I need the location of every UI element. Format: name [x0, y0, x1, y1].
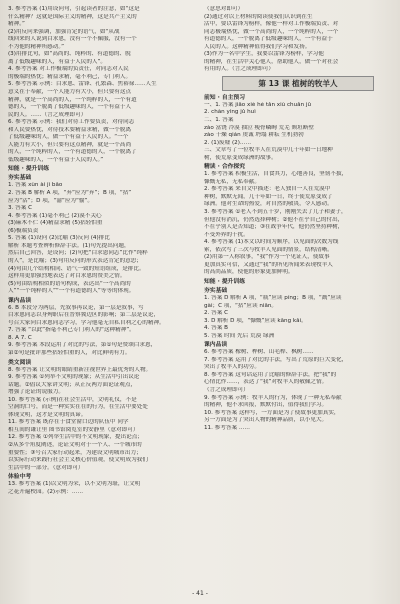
text-line: 9. 参考答案 本段运用了对比的写法，第①句是赞颂白求恩，	[8, 342, 157, 349]
text-line: 空洞的口号，而是一种实实在在的行为，在生活中要处处	[8, 404, 148, 411]
text-line: (5)句由结构相似的语句构成，表达出“一个高尚的	[8, 280, 131, 287]
text-line: 11. 参考答案 ……	[204, 424, 251, 431]
text-line: 精神，就是一个高尚的人，一个纯粹的人，一个有道	[8, 96, 137, 103]
text-line: (2)通过对以上材料的阅读使我们认识到在生	[204, 13, 313, 20]
text-line: (3)用排比句，如“高尚的、纯粹的、有道德的、脱	[8, 51, 131, 58]
text-line: 的极端的热忱；精益求精，毫不利己，专门利人。	[8, 73, 132, 80]
text-line: 离了低级趣味的人，有益于人民的人”。	[8, 58, 106, 65]
text-line: gài；C 项，“拈”应读 niān。	[204, 302, 278, 309]
text-line: (6)极端负责	[8, 227, 39, 234]
text-line: 解析 本题考查辨析修辞手法。(1)句先提出问题，	[8, 242, 130, 249]
text-line: 之花开遍校园。(2)示例：……	[8, 488, 84, 495]
text-line: 3. D 解析 D 项，“慷慨”应读 kāng kǎi。	[204, 317, 307, 324]
text-line: 5. 答案 (1)设问 (2)比喻 (3)反问 (4)排比	[8, 235, 110, 242]
text-line: 人能力有大小，但只要有这点精神，就是一个高尚	[8, 141, 132, 148]
text-line: 4. 参考答案 对工作极端的负责任，对同志对人民	[8, 66, 129, 73]
text-line: 重要性；③号召大家行动起来，为建设文明城市出力；	[8, 449, 142, 456]
text-line: 2. 答案 C	[204, 310, 228, 317]
text-line: 的人”，是比喻；(3)句用反问的形式表达肯定的意思；	[8, 257, 142, 264]
section-heading: 夯实基础	[8, 175, 32, 182]
text-line: 7. 参考答案 运用了对比的手法，写出了荒原的巨大变化，	[204, 356, 348, 363]
text-line: 低级趣味的人，一个有益于人民的人。”	[8, 156, 104, 163]
text-line: ②从多个角度阐述，论证文明对于一个人、一个城市的	[8, 441, 142, 448]
text-line: 8. A 7. C	[8, 334, 32, 341]
text-line: 4. 参考答案 (1)毫不利己 (2)漠不关心	[8, 212, 102, 219]
text-line: 13. 参考答案 (1)以文明为荣，以不文明为耻，让文明	[8, 481, 141, 488]
text-line: 增强了论证的说服力。	[8, 389, 64, 396]
text-line: 民的人。……（言之成理即可）	[8, 111, 87, 118]
text-line: 另一方面是为了突出人物的精神品质，以小见大。	[204, 417, 328, 424]
text-line: 以实际行动来践行社会主义核心价值观，使文明成为我们	[8, 457, 148, 464]
text-line: 6. B 本段分为两层，先叙事再议论，第一层是叙事，写	[8, 304, 144, 311]
text-line: 10. 参考答案 (示例)在社会生活中，文明礼仪，不是	[8, 396, 137, 403]
text-line: 应为“沾”；D 项，“渝”应为“愉”。	[8, 197, 94, 204]
text-line: 绿洲。他对生命的热爱，对自然的敬畏，令人感动。	[204, 201, 333, 208]
text-line: 2. chàn yíng jǔ huì	[204, 109, 256, 116]
section-heading: 类文阅读	[8, 359, 32, 366]
text-line: 2. (1)废墟 (2)……	[204, 139, 252, 146]
text-line: 2. 参考答案 来自文中描述：老人独自一人在荒漠中	[204, 186, 331, 193]
text-line: 的精神，在生活中关心他人，帮助他人，做一个对社会	[204, 58, 339, 65]
text-line: 4. 答案 B	[204, 325, 228, 332]
text-line: 号召大家向白求恩同志学习，学习他毫无自私自利之心的精神。	[8, 319, 165, 326]
section-heading: 体验中考	[8, 474, 32, 481]
text-line: (3)麻木不仁 (4)精益求精 (5)拈轻怕重	[8, 220, 103, 227]
text-line: (3)作为一名中学生，我要以雷锋为榜样，学习他	[204, 51, 324, 58]
text-line: 不受外界的干扰。	[204, 231, 249, 238]
text-line: 的人，一个纯粹的人，一个有道德的人，一个脱离了	[8, 149, 137, 156]
text-line: 3. 参考答案 (1)用设问句，引起读者的注意，如“这是	[8, 6, 140, 12]
text-line: 有用的人。（言之成理即可）	[204, 66, 274, 73]
text-line: 5. 答案 时间 先后 荒漠 绿洲	[204, 332, 275, 339]
text-line: 但他没有消沉，仍然选择种树；②他不在乎自己的付出，	[204, 216, 344, 223]
text-line: 树，使荒原变成绿洲的故事。	[204, 154, 277, 161]
text-line: 索，依次写了三次与牧羊人见面的情景，结构清晰。	[204, 246, 333, 253]
text-line: zào 富饶 冷漠 抽泣 瘦骨嶙峋 荒芜 颓垣断壁	[204, 124, 314, 131]
text-line: 1. 答案 D 解析 A 项，“瓶”应读 píng；B 项，“溉”应读	[204, 294, 342, 301]
text-line: 的高尚品质，使他的形象更加鲜明。	[204, 269, 294, 276]
text-line: (2)用反问来强调，加强肯定的语气，如“从战	[8, 28, 120, 35]
section-heading: 精读 · 合作探究	[204, 164, 246, 171]
text-line: 6. 参考答案 橡树、桦树、山毛榉、枫树……	[204, 349, 314, 356]
text-line: 有道德的人，一个脱离了低级趣味的人，一个有益于	[204, 36, 333, 43]
text-line: 精神。”	[8, 21, 25, 28]
text-line: 然后自己回答，是设问；(2)句把“白求恩同志”比作“纯粹	[8, 250, 148, 257]
text-line: （言之成理即可）	[204, 386, 249, 393]
right-column	[204, 6, 392, 432]
text-line: 突出了牧羊人的功劳。	[204, 364, 260, 371]
left-column	[8, 6, 194, 496]
text-line: 不为他的精神所感动。”	[8, 43, 65, 50]
text-line: (2)用第一人称叙事，“我”作为一个见证人，使故事	[204, 254, 330, 261]
text-line: 3. 参考答案 ①老人不到五十岁，刚刚失去了儿子和妻子，	[204, 209, 347, 216]
text-line: 1. 参考答案 积极生活，自食其力，心地善良，坚韧不拔，	[204, 171, 348, 178]
text-line: 生活中的一部分。（意对即可）	[8, 464, 84, 471]
right-column-top	[204, 6, 392, 74]
text-line: 相互间的谦让里 图书馆阅览室的安静里（意对即可）	[8, 426, 139, 433]
text-line: 线回来的人说到白求恩，没有一个不佩服，没有一个	[8, 36, 137, 43]
section-heading: 课内品读	[8, 297, 32, 304]
text-line: 4. 参考答案 (1)本文以时间为顺序，以见面的次数为线	[204, 239, 339, 246]
text-line: 5. 参考答案 示例：白求恩、雷锋、孔繁森、焦裕禄……人生	[8, 81, 157, 88]
text-line: 人”“一个纯粹的人”“一个有道德的人”等等的体现。	[8, 288, 135, 295]
text-line: (4)句由几个结构相同、语气一致的短语组成，是排比。	[8, 265, 145, 272]
text-line: 3. 答案 C	[8, 205, 32, 212]
text-line: 活中，要以雷锋为榜样，像他一样对工作极端负责、对	[204, 21, 339, 28]
section-heading: 知能 · 提升训练	[204, 278, 246, 285]
text-line: 同志极端热忱，做一个高尚的人，一个纯粹的人，一个	[204, 28, 339, 35]
right-column-body	[204, 94, 392, 432]
text-line: 更加真实可信，又通过“我”的所见所闻来表现牧羊人	[204, 261, 333, 268]
text-line: 7. 答案 “以此”指毫不利己专门利人的“这种精神”。	[8, 327, 135, 334]
text-line: 12. 参考答案 ①列举生活中的不文明现象，提出论点；	[8, 434, 143, 441]
text-line: 心情比作……，表达了“我”对牧羊人的敬佩之情。	[204, 379, 328, 386]
text-line: 慷慨无私，无私奉献。	[204, 178, 260, 185]
text-line: （意思对即可）	[204, 6, 244, 12]
text-line: 8. 参考答案 让文明的眼睛重新注视世界上最优秀的人物。	[8, 366, 152, 373]
section-heading: 课内品读	[204, 342, 228, 349]
text-line: 二、1. 答案	[204, 117, 234, 124]
text-line: 9. 参考答案 示例：牧羊人的行为，体现了一种无私奉献	[204, 394, 342, 401]
section-heading: 前知 · 自主预习	[204, 94, 246, 101]
text-line: 体现文明，这才是文明的真谛。	[8, 411, 87, 418]
lesson-title: 第 13 课 植树的牧羊人	[222, 76, 374, 91]
text-line: 的精神，他不求回报，默默付出，值得我们学习。	[204, 402, 328, 409]
text-line: 9. 参考答案 ①列举不文明的现象；从生活中引出议论	[8, 374, 140, 381]
text-line: 2. 答案 B 解析 A 项，“弃”应为“弃”；B 项，“拈”	[8, 190, 132, 197]
text-line: 11. 参考答案 既存在于食堂窗口边的队伍中 同学	[8, 419, 129, 426]
text-line: 白求恩同志以身殉职后在晋察冀边区的影响；第二层是议论，	[8, 312, 160, 319]
text-line: 德的人，一个脱离了低级趣味的人，一个有益于人	[8, 104, 132, 111]
text-line: 什么精神？这就是国际主义的精神，这是共产主义的	[8, 13, 137, 20]
page-number: - 41 -	[192, 590, 208, 597]
text-line: 一、1. 答案 jiāo xiè hé tǎn xiù chuǎn jǔ	[204, 101, 312, 108]
text-line: 8. 参考答案 这句话运用了比喻的修辞手法，把“我”的	[204, 371, 337, 378]
text-line: 了低级趣味的人，做一个有益于人民的人。“一个	[8, 134, 129, 141]
section-heading: 知能 · 提升训练	[8, 166, 50, 173]
text-line: 第②句是批评那些拈轻怕重的人，对比鲜明有力。	[8, 349, 131, 356]
text-line: zào 干燥 qián 虔诚 坍塌 耕耘 生机勃勃	[204, 132, 304, 139]
section-heading: 夯实基础	[204, 287, 228, 294]
text-line: 种树，默默无闻，几十年如一日，终于使荒原变成了	[204, 193, 333, 200]
text-line: 人民的人。这种精神值得我们学习和发扬。	[204, 43, 311, 50]
text-line: 话题。②倡议大家讲文明；从正反两方面论证观点，	[8, 381, 137, 388]
text-line: 6. 参考答案 示例：我们对待工作要负责，对待同志	[8, 119, 135, 126]
text-line: 三、文章写了一位牧羊人在荒漠中几十年如一日地种	[204, 147, 333, 154]
text-line: 10. 参考答案 这样写，一方面是为了使故事更加真实，	[204, 409, 340, 416]
text-line: 不在乎别人是否知道；③在战争年代，他仍然坚持种树，	[204, 224, 344, 231]
text-line: 这样用更加强烈地表达了对白求恩的赞美之情。	[8, 273, 126, 280]
text-line: 意义在于奉献，一个人能力有大小，但只要有这点	[8, 89, 132, 96]
text-line: 1. 答案 xùn ài jì bǎo	[8, 182, 63, 189]
text-line: 和人民要热忱，对待技术要精益求精，做一个脱离	[8, 126, 132, 133]
